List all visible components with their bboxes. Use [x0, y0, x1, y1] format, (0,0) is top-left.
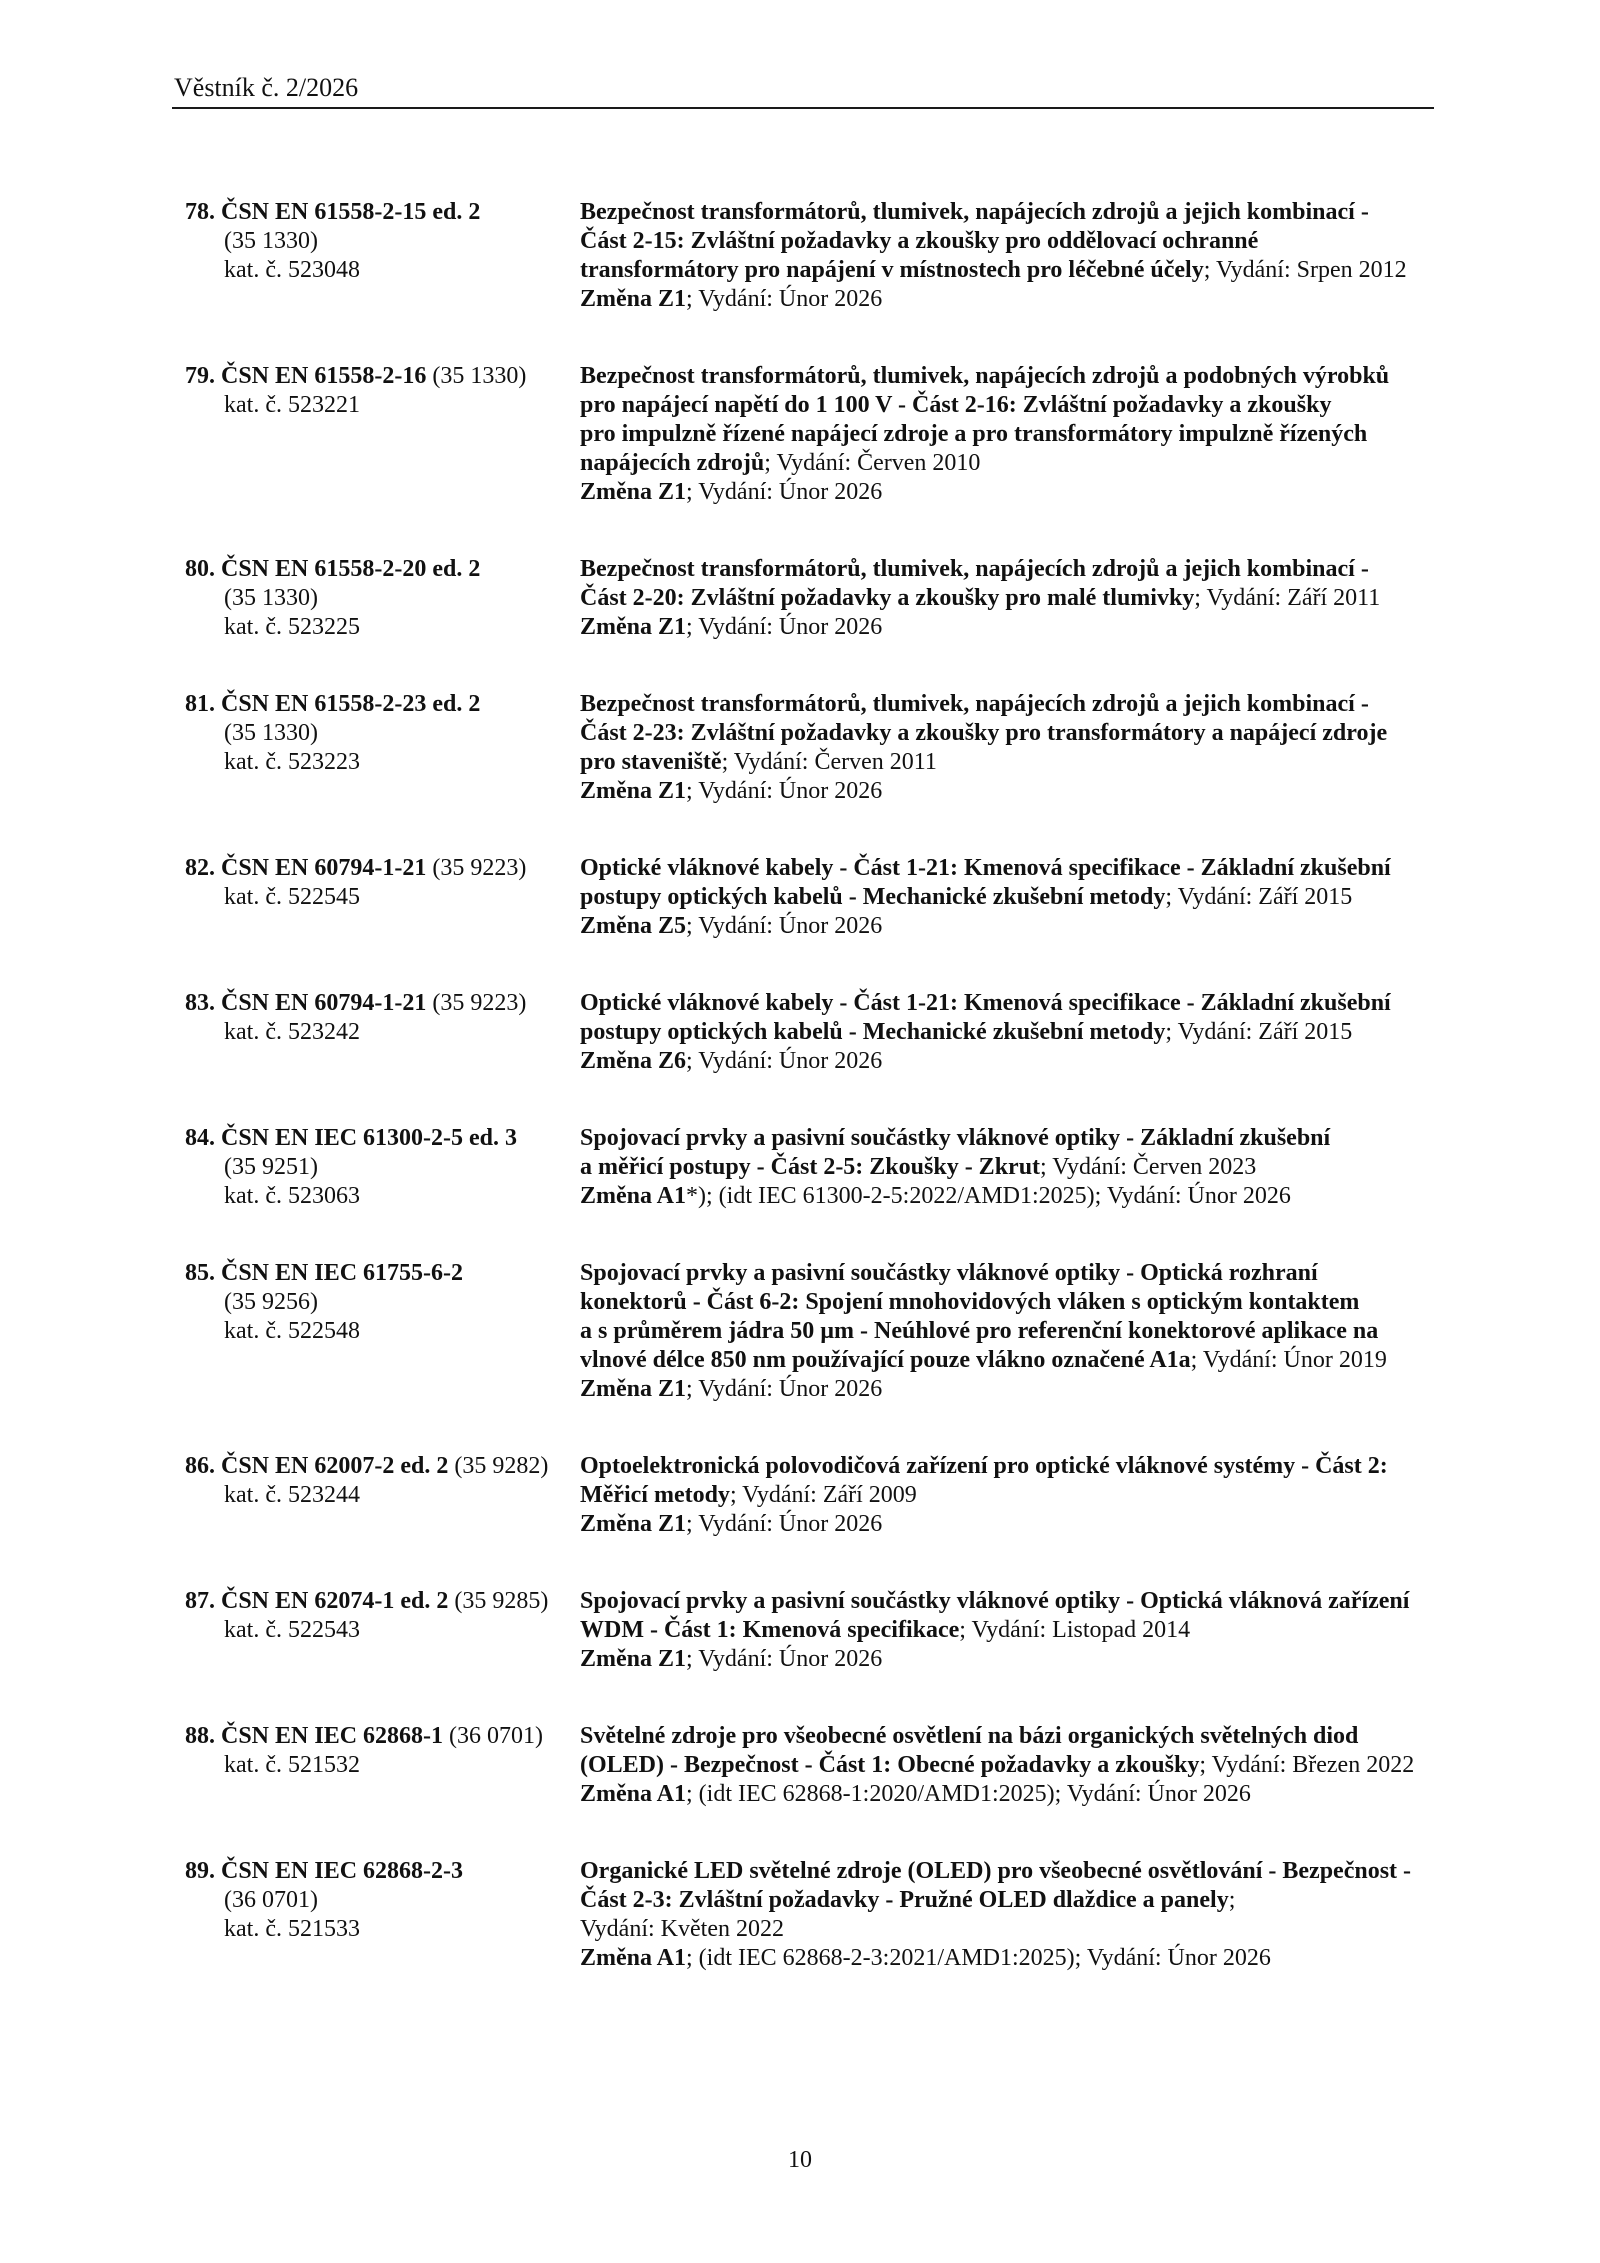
- standard-id-line: [185, 690, 580, 719]
- standard-entry: [185, 1722, 1485, 1809]
- description-line: [580, 719, 1485, 748]
- entry-description: [580, 1857, 1485, 1973]
- text-segment: kat. č. 523242: [224, 1019, 360, 1045]
- entry-description: [580, 555, 1485, 642]
- class-code-line: [185, 1288, 580, 1317]
- description-line: [580, 1346, 1485, 1375]
- text-segment: ; Vydání: Únor 2026: [686, 1646, 883, 1672]
- text-segment: Optické vláknové kabely - Část 1-21: Kmenová specifikace - Základní zkušební: [580, 855, 1391, 881]
- text-segment: transformátory pro napájení v místnostech pro léčebné účely: [580, 257, 1204, 283]
- text-segment: ; Vydání: Září 2009: [729, 1482, 917, 1508]
- standard-entry: [185, 1124, 1485, 1211]
- text-segment: ; (idt IEC 62868-1:2020/AMD1:2025); Vydání: Únor 2026: [686, 1781, 1251, 1807]
- description-line: [580, 854, 1485, 883]
- entry-designation: [185, 1587, 580, 1645]
- text-segment: Optické vláknové kabely - Část 1-21: Kmenová specifikace - Základní zkušební: [580, 990, 1391, 1016]
- standard-entry: [185, 989, 1485, 1076]
- description-line: [580, 1481, 1485, 1510]
- text-segment: ; Vydání: Červen 2023: [1040, 1154, 1257, 1180]
- text-segment: kat. č. 523221: [224, 392, 360, 418]
- text-segment: ; Vydání: Únor 2026: [686, 479, 883, 505]
- standard-id-line: [185, 1259, 580, 1288]
- standard-id-line: [185, 1452, 580, 1481]
- text-segment: Změna A1: [580, 1183, 687, 1209]
- text-segment: kat. č. 523048: [224, 257, 360, 283]
- page-header: Věstník č. 2/2026: [174, 73, 359, 102]
- text-segment: kat. č. 521532: [224, 1752, 360, 1778]
- text-segment: ; Vydání: Únor 2026: [686, 778, 883, 804]
- description-line: [580, 1780, 1485, 1809]
- text-segment: postupy optických kabelů - Mechanické zkušební metody: [580, 884, 1166, 910]
- description-line: [580, 1587, 1485, 1616]
- text-segment: ; Vydání: Srpen 2012: [1203, 257, 1407, 283]
- text-segment: (35 9256): [224, 1289, 318, 1315]
- text-segment: vlnové délce 850 nm používající pouze vlákno označené A1a: [580, 1347, 1191, 1373]
- description-line: [580, 1375, 1485, 1404]
- standard-entry: [185, 198, 1485, 314]
- text-segment: ; Vydání: Únor 2026: [686, 913, 883, 939]
- text-segment: ; (idt IEC 62868-2-3:2021/AMD1:2025); Vydání: Únor 2026: [686, 1945, 1271, 1971]
- text-segment: ; Vydání: Září 2015: [1165, 1019, 1353, 1045]
- catalog-number-line: [185, 1182, 580, 1211]
- catalog-number-line: [185, 1915, 580, 1944]
- entry-designation: [185, 198, 580, 285]
- entry-designation: [185, 1259, 580, 1346]
- catalog-number-line: [185, 1481, 580, 1510]
- text-segment: Část 2-15: Zvláštní požadavky a zkoušky pro oddělovací ochranné: [580, 228, 1259, 254]
- text-segment: Změna Z1: [580, 479, 687, 505]
- description-line: [580, 1259, 1485, 1288]
- entry-description: [580, 198, 1485, 314]
- text-segment: Bezpečnost transformátorů, tlumivek, napájecích zdrojů a jejich kombinací -: [580, 691, 1369, 717]
- standard-entry: [185, 1857, 1485, 1973]
- description-line: [580, 227, 1485, 256]
- text-segment: pro impulzně řízené napájecí zdroje a pro transformátory impulzně řízených: [580, 421, 1368, 447]
- description-line: [580, 420, 1485, 449]
- entry-designation: [185, 362, 580, 420]
- text-segment: (35 9285): [448, 1588, 549, 1614]
- text-segment: Změna Z1: [580, 778, 687, 804]
- catalog-number-line: [185, 1616, 580, 1645]
- standard-id-line: [185, 854, 580, 883]
- text-segment: Změna Z5: [580, 913, 687, 939]
- text-segment: ; Vydání: Červen 2010: [764, 450, 981, 476]
- text-segment: Část 2-23: Zvláštní požadavky a zkoušky pro transformátory a napájecí zdroje: [580, 720, 1388, 746]
- text-segment: Změna Z1: [580, 286, 687, 312]
- text-segment: Spojovací prvky a pasivní součástky vláknové optiky - Základní zkušební: [580, 1125, 1331, 1151]
- description-line: [580, 1182, 1485, 1211]
- text-segment: 88. ČSN EN IEC 62868-1: [185, 1723, 444, 1749]
- description-line: [580, 1915, 1485, 1944]
- description-line: [580, 1018, 1485, 1047]
- entry-description: [580, 1722, 1485, 1809]
- standard-id-line: [185, 362, 580, 391]
- text-segment: Spojovací prvky a pasivní součástky vláknové optiky - Optická vláknová zařízení: [580, 1588, 1410, 1614]
- description-line: [580, 478, 1485, 507]
- standard-id-line: [185, 555, 580, 584]
- text-segment: Změna Z1: [580, 1646, 687, 1672]
- description-line: [580, 1510, 1485, 1539]
- catalog-number-line: [185, 1018, 580, 1047]
- entry-description: [580, 989, 1485, 1076]
- description-line: [580, 1288, 1485, 1317]
- text-segment: ; Vydání: Únor 2026: [686, 614, 883, 640]
- text-segment: ; Vydání: Červen 2011: [721, 749, 937, 775]
- class-code-line: [185, 1153, 580, 1182]
- standards-list: [185, 198, 1485, 1973]
- text-segment: kat. č. 523244: [224, 1482, 360, 1508]
- text-segment: (35 9251): [224, 1154, 318, 1180]
- class-code-line: [185, 584, 580, 613]
- standard-entry: [185, 690, 1485, 806]
- header-rule: [172, 107, 1434, 109]
- text-segment: 85. ČSN EN IEC 61755-6-2: [185, 1260, 464, 1286]
- standard-id-line: [185, 1124, 580, 1153]
- text-segment: Změna Z1: [580, 1376, 687, 1402]
- text-segment: 82. ČSN EN 60794-1-21: [185, 855, 427, 881]
- text-segment: ;: [1228, 1887, 1236, 1913]
- text-segment: Spojovací prvky a pasivní součástky vláknové optiky - Optická rozhraní: [580, 1260, 1318, 1286]
- text-segment: kat. č. 521533: [224, 1916, 360, 1942]
- entry-designation: [185, 854, 580, 912]
- text-segment: Měřicí metody: [580, 1482, 730, 1508]
- text-segment: (35 1330): [224, 585, 318, 611]
- description-line: [580, 555, 1485, 584]
- text-segment: (36 0701): [224, 1887, 318, 1913]
- text-segment: Optoelektronická polovodičová zařízení pro optické vláknové systémy - Část 2:: [580, 1453, 1388, 1479]
- standard-id-line: [185, 198, 580, 227]
- text-segment: Změna Z1: [580, 1511, 687, 1537]
- text-segment: WDM - Část 1: Kmenová specifikace: [580, 1617, 960, 1643]
- entry-description: [580, 1124, 1485, 1211]
- text-segment: Změna A1: [580, 1781, 687, 1807]
- text-segment: 87. ČSN EN 62074-1 ed. 2: [185, 1588, 449, 1614]
- description-line: [580, 989, 1485, 1018]
- description-line: [580, 1616, 1485, 1645]
- description-line: [580, 1886, 1485, 1915]
- catalog-number-line: [185, 1751, 580, 1780]
- entry-designation: [185, 555, 580, 642]
- text-segment: (35 9282): [448, 1453, 549, 1479]
- standard-entry: [185, 362, 1485, 507]
- page-number: 10: [788, 2147, 812, 2173]
- text-segment: 83. ČSN EN 60794-1-21: [185, 990, 427, 1016]
- text-segment: 81. ČSN EN 61558-2-23 ed. 2: [185, 691, 481, 717]
- standard-entry: [185, 555, 1485, 642]
- description-line: [580, 1452, 1485, 1481]
- text-segment: 79. ČSN EN 61558-2-16: [185, 363, 427, 389]
- text-segment: Změna A1: [580, 1945, 687, 1971]
- standard-id-line: [185, 1857, 580, 1886]
- text-segment: ; Vydání: Listopad 2014: [959, 1617, 1191, 1643]
- entry-description: [580, 1259, 1485, 1404]
- text-segment: (35 1330): [426, 363, 527, 389]
- text-segment: a měřicí postupy - Část 2-5: Zkoušky - Zkrut: [580, 1154, 1041, 1180]
- description-line: [580, 584, 1485, 613]
- text-segment: ; Vydání: Září 2015: [1165, 884, 1353, 910]
- text-segment: Bezpečnost transformátorů, tlumivek, napájecích zdrojů a jejich kombinací -: [580, 199, 1369, 225]
- text-segment: 84. ČSN EN IEC 61300-2-5 ed. 3: [185, 1125, 518, 1151]
- text-segment: ; Vydání: Září 2011: [1194, 585, 1381, 611]
- text-segment: Bezpečnost transformátorů, tlumivek, napájecích zdrojů a jejich kombinací -: [580, 556, 1369, 582]
- text-segment: a s průměrem jádra 50 µm - Neúhlové pro referenční konektorové aplikace na: [580, 1318, 1379, 1344]
- text-segment: Změna Z6: [580, 1048, 687, 1074]
- text-segment: kat. č. 522548: [224, 1318, 360, 1344]
- description-line: [580, 912, 1485, 941]
- text-segment: 89. ČSN EN IEC 62868-2-3: [185, 1858, 464, 1884]
- text-segment: (36 0701): [443, 1723, 544, 1749]
- standard-entry: [185, 1259, 1485, 1404]
- class-code-line: [185, 719, 580, 748]
- text-segment: ; Vydání: Únor 2026: [686, 1511, 883, 1537]
- entry-designation: [185, 1452, 580, 1510]
- text-segment: (35 9223): [426, 855, 527, 881]
- description-line: [580, 1047, 1485, 1076]
- description-line: [580, 362, 1485, 391]
- catalog-number-line: [185, 883, 580, 912]
- text-segment: Vydání: Květen 2022: [580, 1916, 784, 1942]
- text-segment: (35 1330): [224, 720, 318, 746]
- entry-description: [580, 1452, 1485, 1539]
- text-segment: 86. ČSN EN 62007-2 ed. 2: [185, 1453, 449, 1479]
- entry-designation: [185, 1857, 580, 1944]
- description-line: [580, 1153, 1485, 1182]
- entry-description: [580, 854, 1485, 941]
- standard-id-line: [185, 989, 580, 1018]
- text-segment: postupy optických kabelů - Mechanické zkušební metody: [580, 1019, 1166, 1045]
- text-segment: kat. č. 523063: [224, 1183, 360, 1209]
- catalog-number-line: [185, 391, 580, 420]
- text-segment: napájecích zdrojů: [580, 450, 765, 476]
- description-line: [580, 256, 1485, 285]
- text-segment: Světelné zdroje pro všeobecné osvětlení na bázi organických světelných diod: [580, 1723, 1359, 1749]
- entry-designation: [185, 1124, 580, 1211]
- description-line: [580, 1722, 1485, 1751]
- text-segment: pro napájecí napětí do 1 100 V - Část 2-16: Zvláštní požadavky a zkoušky: [580, 392, 1332, 418]
- text-segment: kat. č. 523225: [224, 614, 360, 640]
- text-segment: konektorů - Část 6-2: Spojení mnohovidových vláken s optickým kontaktem: [580, 1289, 1360, 1315]
- description-line: [580, 613, 1485, 642]
- description-line: [580, 777, 1485, 806]
- description-line: [580, 449, 1485, 478]
- description-line: [580, 391, 1485, 420]
- entry-designation: [185, 989, 580, 1047]
- description-line: [580, 883, 1485, 912]
- standard-entry: [185, 1587, 1485, 1674]
- text-segment: kat. č. 523223: [224, 749, 360, 775]
- description-line: [580, 748, 1485, 777]
- text-segment: (OLED) - Bezpečnost - Část 1: Obecné požadavky a zkoušky: [580, 1752, 1200, 1778]
- class-code-line: [185, 227, 580, 256]
- description-line: [580, 1857, 1485, 1886]
- entry-designation: [185, 690, 580, 777]
- standard-entry: [185, 1452, 1485, 1539]
- text-segment: ; Vydání: Únor 2026: [686, 286, 883, 312]
- entry-description: [580, 362, 1485, 507]
- standard-id-line: [185, 1587, 580, 1616]
- text-segment: ; Vydání: Březen 2022: [1199, 1752, 1415, 1778]
- description-line: [580, 1124, 1485, 1153]
- text-segment: 80. ČSN EN 61558-2-20 ed. 2: [185, 556, 481, 582]
- text-segment: *); (idt IEC 61300-2-5:2022/AMD1:2025); Vydání: Únor 2026: [686, 1183, 1291, 1209]
- text-segment: Část 2-3: Zvláštní požadavky - Pružné OLED dlaždice a panely: [580, 1887, 1229, 1913]
- catalog-number-line: [185, 748, 580, 777]
- description-line: [580, 198, 1485, 227]
- standard-entry: [185, 854, 1485, 941]
- description-line: [580, 690, 1485, 719]
- entry-description: [580, 690, 1485, 806]
- catalog-number-line: [185, 256, 580, 285]
- entry-description: [580, 1587, 1485, 1674]
- text-segment: (35 9223): [426, 990, 527, 1016]
- text-segment: pro staveniště: [580, 749, 722, 775]
- text-segment: ; Vydání: Únor 2026: [686, 1376, 883, 1402]
- text-segment: ; Vydání: Únor 2026: [686, 1048, 883, 1074]
- description-line: [580, 1944, 1485, 1973]
- text-segment: 78. ČSN EN 61558-2-15 ed. 2: [185, 199, 481, 225]
- description-line: [580, 1317, 1485, 1346]
- text-segment: ; Vydání: Únor 2019: [1190, 1347, 1387, 1373]
- text-segment: Změna Z1: [580, 614, 687, 640]
- description-line: [580, 1751, 1485, 1780]
- text-segment: kat. č. 522545: [224, 884, 360, 910]
- text-segment: Část 2-20: Zvláštní požadavky a zkoušky pro malé tlumivky: [580, 585, 1195, 611]
- standard-id-line: [185, 1722, 580, 1751]
- description-line: [580, 285, 1485, 314]
- text-segment: Bezpečnost transformátorů, tlumivek, napájecích zdrojů a podobných výrobků: [580, 363, 1390, 389]
- entry-designation: [185, 1722, 580, 1780]
- text-segment: Organické LED světelné zdroje (OLED) pro všeobecné osvětlování - Bezpečnost -: [580, 1858, 1412, 1884]
- catalog-number-line: [185, 1317, 580, 1346]
- text-segment: kat. č. 522543: [224, 1617, 360, 1643]
- class-code-line: [185, 1886, 580, 1915]
- catalog-number-line: [185, 613, 580, 642]
- text-segment: (35 1330): [224, 228, 318, 254]
- description-line: [580, 1645, 1485, 1674]
